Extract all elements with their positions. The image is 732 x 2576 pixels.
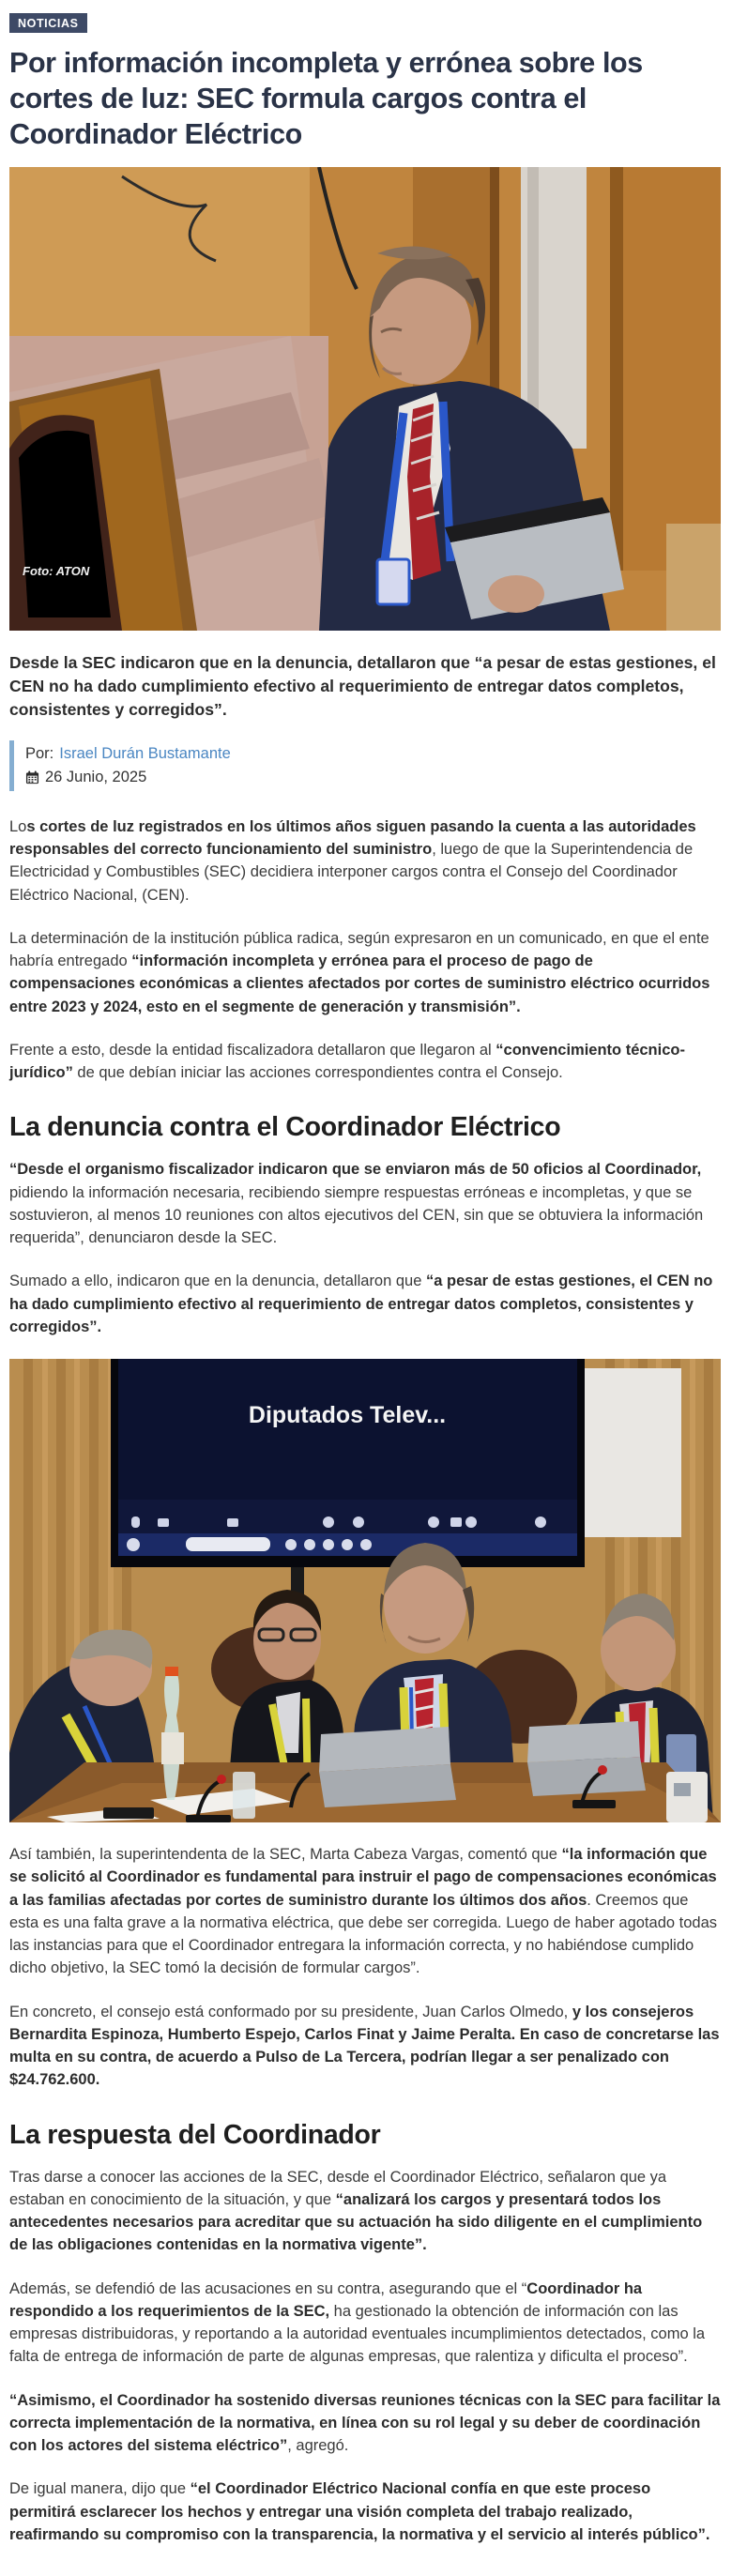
category-badge[interactable]: NOTICIAS <box>9 13 87 33</box>
section-heading: La respuesta del Coordinador <box>9 2119 381 2150</box>
article-paragraph: Además, se defendió de las acusaciones en su contra, asegurando que el “Coordinador ha respondido a los requerimientos de la SEC, ha gestionado la obtención de información con las empresas distribuidoras, y reportando a la autoridad eventuales incumplimientos detectados, como la falta de entrega de información de parte de algunas empresas, que ralentiza y dificulta el proceso”. <box>9 2279 706 2366</box>
article-paragraph: Así también, la superintendenta de la SEC, Marta Cabeza Vargas, comentó que “la información que se solicitó al Coordinador es fundamental para instruir el pago de compensaciones económicas a las familias afectadas por cortes de suministro durante los últimos dos años. Creemos que esta es una falta grave a la normativa eléctrica, que debe ser corregida. Luego de haber agotado todas las instancias para que el Coordinador entregara la información correcta, y no habiéndose cumplido dicho objetivo, la SEC tomó la decisión de formular cargos”. <box>9 1846 717 1977</box>
article-paragraph: De igual manera, dijo que “el Coordinador Eléctrico Nacional confía en que este proceso permitirá esclarecer los hechos y entregar una visión completa del trabajo realizado, reafirmando su compromiso con la transparencia, la normativa y el servicio al interés público”. <box>9 2480 710 2543</box>
parliament-photo-illustration <box>9 167 721 631</box>
article-body-2 <box>9 1843 721 2546</box>
article-paragraph: La determinación de la institución pública radica, según expresaron en un comunicado, en que el ente habría entregado “información incompleta y errónea para el proceso de pago de compensaciones económicas a clientes afectados por cortes de suministro eléctrico ocurridos entre 2023 y 2024, esto en el segmente de generación y transmisión”. <box>9 929 710 1015</box>
article-paragraph: “Desde el organismo fiscalizador indicaron que se enviaron más de 50 oficios al Coordinador, pidiendo la información necesaria, recibiendo siempre respuestas erróneas e incompletas, y que se sostuvieron, al menos 10 reuniones con altos ejecutivos del CEN, sin que se obtuviera la información requerida”, denunciaron desde la SEC. <box>9 1161 704 1247</box>
article-photo-meeting <box>9 1359 721 1822</box>
byline-date-row <box>25 766 721 789</box>
author-link[interactable]: Israel Durán Bustamante <box>59 745 231 763</box>
byline-prefix: Por: <box>25 745 54 763</box>
byline-author-row <box>25 742 721 766</box>
article-paragraph: Los cortes de luz registrados en los últimos años siguen pasando la cuenta a las autoridades responsables del correcto funcionamiento del suministro, luego de que la Superintendencia de Electricidad y Combustibles (SEC) decidiera interponer cargos contra el Consejo del Coordinador Eléctrico Nacional, (CEN). <box>9 817 696 904</box>
article-paragraph: Tras darse a conocer las acciones de la SEC, desde el Coordinador Eléctrico, señalaron que ya estaban en conocimiento de la situación, y que “analizará los cargos y presentará todos los antecedentes necesarios para acreditar que su actuación ha sido diligente en el cumplimiento de las obligaciones contenidas en la normativa vigente”. <box>9 2168 703 2254</box>
article-paragraph: Sumado a ello, indicaron que en la denuncia, detallaron que “a pesar de estas gestiones, el CEN no ha dado cumplimiento efectivo al requerimiento de entregar datos completos, consistentes y corregidos”. <box>9 1273 713 1335</box>
meeting-photo-illustration <box>9 1359 721 1822</box>
article-paragraph: En concreto, el consejo está conformado por su presidente, Juan Carlos Olmedo, y los consejeros Bernardita Espinoza, Humberto Espejo, Carlos Finat y Jaime Peralta. En caso de concretarse las multa en su contra, de acuerdo a Pulso de La Tercera, podrían llegar a ser penalizado con $24.762.600. <box>9 2003 720 2089</box>
svg-text:Diputados Telev...: Diputados Telev... <box>248 1402 447 1429</box>
article-paragraph: “Asimismo, el Coordinador ha sostenido diversas reuniones técnicas con la SEC para facilitar la correcta implementación de la normativa, en línea con su rol legal y su deber de coordinación con los actores del sistema eléctrico”, agregó. <box>9 2391 721 2455</box>
article-photo-parliament <box>9 167 721 631</box>
publish-date: 26 Junio, 2025 <box>45 769 147 786</box>
photo-credit: Foto: ATON <box>23 564 90 579</box>
article-paragraph: Frente a esto, desde la entidad fiscalizadora detallaron que llegaron al “convencimiento técnico-jurídico” de que debían iniciar las acciones correspondientes contra el Consejo. <box>9 1041 685 1082</box>
byline <box>9 740 721 791</box>
page-title: Por información incompleta y errónea sobre los cortes de luz: SEC formula cargos contra el Coordinador Eléctrico <box>9 47 643 150</box>
calendar-icon <box>25 770 39 785</box>
article-body-1 <box>9 815 721 1338</box>
article-lede: Desde la SEC indicaron que en la denuncia, detallaron que “a pesar de estas gestiones, el CEN no ha dado cumplimiento efectivo al requerimiento de entregar datos completos, consistentes y corregidos”. <box>9 653 716 720</box>
section-heading: La denuncia contra el Coordinador Eléctrico <box>9 1112 561 1143</box>
